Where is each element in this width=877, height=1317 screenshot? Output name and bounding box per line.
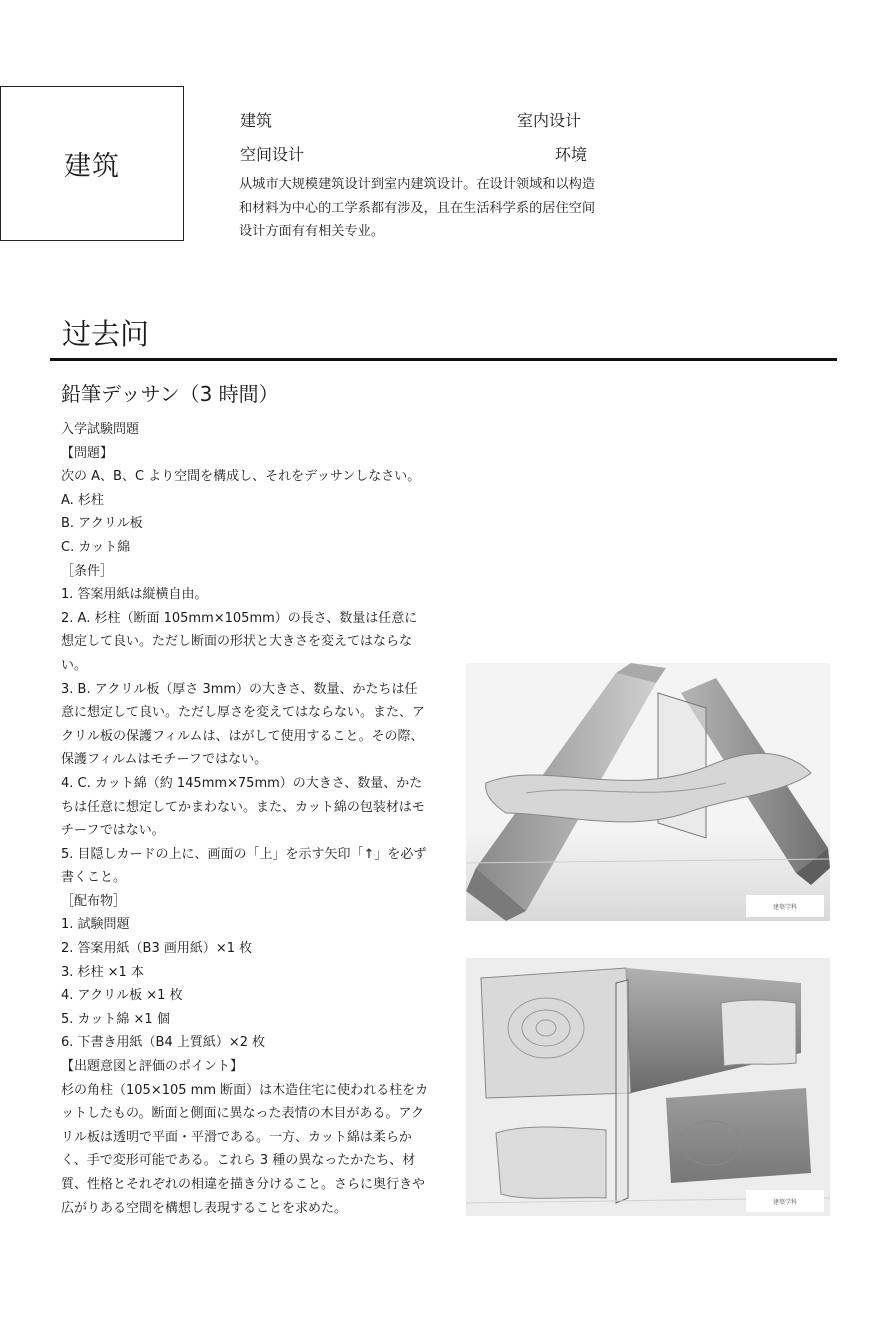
exam-text — [61, 418, 429, 1220]
keyword-interior-design: 室内设计 — [517, 111, 582, 130]
category-title: 建筑 — [64, 151, 120, 182]
keyword-environment: 环境 — [555, 145, 588, 164]
category-description: 从城市大规模建筑设计到室内建筑设计。在设计领域和以构造和材料为中心的工学系都有涉及，且在生活科学系的居住空间设计方面有有相关专业。 — [239, 177, 596, 239]
exam-line: 5. カット綿 ×1 個 — [61, 1011, 170, 1027]
exam-line: 2. 答案用紙（B3 画用紙）×1 枚 — [61, 941, 253, 957]
section-title: 过去问 — [62, 317, 150, 351]
exam-line: C. カット綿 — [61, 539, 131, 555]
exam-line: 【出題意図と評価のポイント】 — [61, 1059, 244, 1075]
exam-subtitle: 鉛筆デッサン（3 時間） — [61, 382, 279, 406]
exam-line: 4. C. カット綿（約 145mm×75mm）の大きさ、数量、かたちは任意に想定してかまわない。また、カット綿の包装材はモチーフではない。 — [61, 775, 425, 839]
category-box — [0, 86, 184, 241]
drawing-figure-1 — [466, 663, 830, 921]
section-divider — [50, 358, 837, 361]
pencil-drawing-beams-a-shape — [466, 663, 830, 921]
exam-line: 4. アクリル板 ×1 枚 — [61, 988, 183, 1004]
exam-line: A. 杉柱 — [61, 492, 104, 508]
exam-line: 6. 下書き用紙（B4 上質紙）×2 枚 — [61, 1035, 266, 1051]
exam-line: ［配布物］ — [61, 893, 127, 909]
exam-line: 2. A. 杉柱（断面 105mm×105mm）の長さ、数量は任意に想定して良い。ただし断面の形状と大きさを変えてはならない。 — [61, 610, 418, 673]
exam-line: 5. 目隠しカードの上に、画面の「上」を示す矢印「↑」を必ず書くこと。 — [61, 846, 427, 886]
exam-line: 入学試験問題 — [61, 422, 140, 437]
exam-line: 【問題】 — [61, 445, 114, 461]
pencil-drawing-beams-horizontal — [466, 958, 830, 1216]
exam-line: 次の A、B、C より空間を構成し、それをデッサンしなさい。 — [61, 469, 421, 485]
figure-label: 建築学科 — [746, 1190, 824, 1212]
exam-line: B. アクリル板 — [61, 516, 143, 532]
exam-line: 杉の角柱（105×105 mm 断面）は木造住宅に使われる柱をカットしたもの。断面と側面に異なった表情の木目がある。アクリル板は透明で平面・平滑である。一方、カット綿は柔らかく、手で変形可能である。これら 3 種の異なったかたち、材質、性格とそれぞれの相違を描き分けること。さらに奥行きや広がりある空間を構想し表現することを求めた。 — [61, 1082, 429, 1216]
exam-line: 1. 答案用紙は縦横自由。 — [61, 587, 208, 603]
keyword-architecture: 建筑 — [240, 111, 273, 130]
figure-label: 建築学科 — [746, 895, 824, 917]
exam-line: 1. 試験問題 — [61, 917, 130, 933]
exam-line: 3. B. アクリル板（厚さ 3mm）の大きさ、数量、かたちは任意に想定して良い。ただし厚さを変えてはならない。また、アクリル板の保護フィルムは、はがして使用すること。その際、保護フィルムはモチーフではない。 — [61, 681, 426, 768]
exam-line: ［条件］ — [61, 563, 114, 579]
keyword-space-design: 空间设计 — [240, 145, 305, 164]
drawing-figure-2 — [466, 958, 830, 1216]
exam-line: 3. 杉柱 ×1 本 — [61, 964, 144, 980]
